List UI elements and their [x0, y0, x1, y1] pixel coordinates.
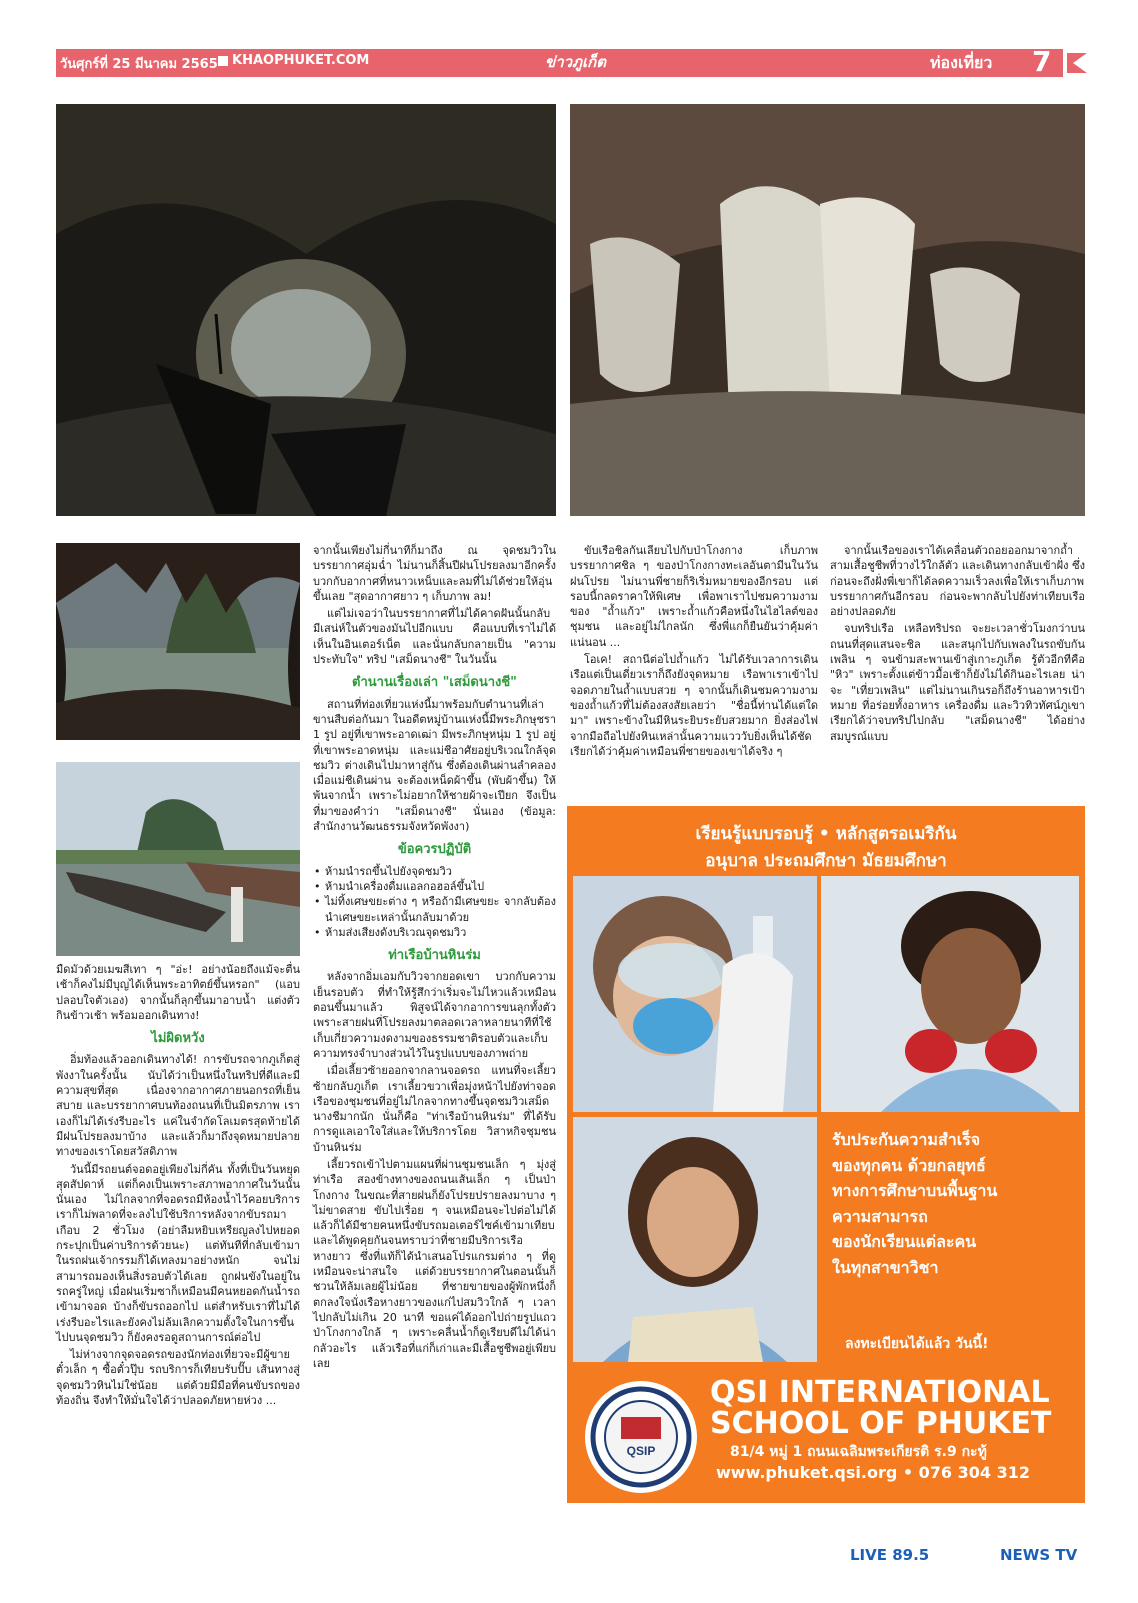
- paragraph: แต่ไม่เจอว่าในบรรยากาศที่ไม่ได้คาดฝันนั้นกลับมีเสน่ห์ในตัวของมันไปอีกแบบ คือแบบที่เราไม่ได้เห็นในอินเตอร์เน็ต และนั่นกลับกลายเป็น "ความประทับใจ" ทริป "เสม็ดนางชี" ในวันนั้น: [313, 607, 556, 667]
- newspaper-logo: ข่าวภูเก็ต: [545, 53, 606, 71]
- article-column-1: [56, 962, 300, 1410]
- school-name-line: SCHOOL OF PHUKET: [710, 1406, 1052, 1441]
- paragraph: เมื่อเลี้ยวซ้ายออกจากลานจอดรถ แทนที่จะเลี้ยวซ้ายกลับภูเก็ต เราเลี้ยวขวาเพื่อมุ่งหน้าไปยังท่าจอดเรือของชุมชนที่อยู่ไม่ไกลจากทางขึ้นจุดชมวิวเสม็ดนางชีมากนัก นั่นก็คือ "ท่าเรือบ้านหินร่ม" ที่ได้รับการดูแลเอาใจใส่และให้บริการโดย วิสาหกิจชุมชน บ้านหินร่ม: [313, 1064, 556, 1154]
- slogan-line: ในทุกสาขาวิชา: [832, 1257, 939, 1277]
- slogan-line: ของทุกคน ด้วยกลยุทธ์: [832, 1155, 986, 1175]
- ad-photo-boy-headphones: [821, 876, 1079, 1112]
- slogan-line: ของนักเรียนแต่ละคน: [832, 1232, 977, 1251]
- article-column-3: [570, 543, 818, 761]
- paragraph: อิ่มท้องแล้วออกเดินทางได้! การขับรถจากภูเก็ตสู่พังงาในครั้งนั้น นับได้ว่าเป็นหนึ่งในทริปที่ดีและมีความสุขที่สุด เนื่องจากอากาศภายนอกรถที่เย็นสบาย และบรรยากาศบนท้องถนนที่เป็นมิตรภาพ เราเองก็ไม่ได้เร่งรีบอะไร แค่ในจำกัดโลเมตรสุดท้ายได้มีฝนโปรยลงมาบ้าง และแล้วก็มาถึงจุดหมายปลายทางของเราโดยสวัสดิภาพ: [56, 1053, 300, 1159]
- slogan-line: ความสามารถ: [832, 1206, 928, 1226]
- ad-photo-science-student: [573, 876, 817, 1112]
- live-radio-logo: LIVE 89.5: [850, 1546, 930, 1564]
- ad-slogan: [832, 1127, 997, 1280]
- photo-sea-view: [56, 543, 300, 740]
- paragraph: โอเค! สถานีต่อไปถ้ำแก้ว ไม่ได้รับเวลาการเดินเรือแต่เป็นเดี่ยวเราก็ถึงยังจุดหมาย เรือพาเราเข้าไปจอดภายในถ้ำแบบสวย ๆ จากนั้นก็เดินชมความงามของถ้ำแก้วที่ไม่ต้องสงสัยเลยว่า "ชื่อนี้ท่านได้แต่ใดมา" เพราะข้างในมีหินระยิบระยับสวยมาก ยิ่งส่องไฟจากมือถือไปยังหินเหล่านั้นความแวววับยิ่งเห็นได้ชัด เรียกได้ว่าคุ้มค่าเหมือนพี่ชายของเขาได้จริง ๆ: [570, 653, 818, 758]
- separator-square-icon: [218, 56, 228, 66]
- ad-photo-girl-reading: [573, 1117, 817, 1362]
- site-url[interactable]: KHAOPHUKET.COM: [232, 53, 370, 68]
- school-name-line: QSI INTERNATIONAL: [710, 1375, 1050, 1410]
- subheading: ไม่ผิดหวัง: [151, 1031, 205, 1047]
- school-address: 81/4 หมู่ 1 ถนนเฉลิมพระเกียรติ ร.9 กะทู้: [730, 1444, 987, 1460]
- subheading: ท่าเรือบ้านหินร่ม: [388, 948, 481, 964]
- list-item: • ไม่ทิ้งเศษขยะต่าง ๆ หรือถ้ามีเศษขยะ จากลับต้องนำเศษขยะเหล่านั้นกลับมาด้วย: [323, 894, 556, 925]
- list-item: • ห้ามนำรถขึ้นไปยังจุดชมวิว: [323, 864, 556, 879]
- slogan-line: รับประกันความสำเร็จ: [832, 1130, 981, 1149]
- issue-date: วันศุกร์ที่ 25 มีนาคม 2565: [60, 57, 218, 72]
- photo-cave-boats: [56, 104, 556, 516]
- paragraph: มืดมัวด้วยเมฆสีเทา ๆ "อ่ะ! อย่างน้อยถึงแม้จะตื่นเช้าก็คงไม่มีบุญได้เห็นพระอาทิตย์ขึ้นหรอก" (แอบปลอบใจตัวเอง) จากนั้นก็ลุกขึ้นมาอาบน้ำ แต่งตัว กินข้าวเช้า พร้อมออกเดินทาง!: [56, 963, 300, 1022]
- school-seal-icon: [583, 1379, 699, 1495]
- rules-list: [313, 864, 556, 940]
- paragraph: ไม่ห่างจากจุดจอดรถของนักท่องเที่ยวจะมีผู้ขายตั๋วเล็ก ๆ ซื้อตั๋วปุ๊บ รถบริการก็เทียบรับปั๊บ เส้นทางสู่จุดชมวิวหินไม่ใช่น้อย แต่ด้วยมีมือที่คนขับรถของท้องถิ่น จึงทำให้มั่นใจได้ว่าปลอดภัยหายห่วง ...: [56, 1348, 300, 1408]
- photo-longtail-boats: [56, 762, 300, 956]
- ad-headline-1: เรียนรู้แบบรอบรู้ • หลักสูตรอเมริกัน: [695, 824, 957, 844]
- paragraph: หลังจากอิ่มเอมกับวิวจากยอดเขา บวกกับความเย็นรอบตัว ที่ทำให้รู้สึกว่าเริ่มจะไม่ไหวแล้วเหมือนตอนขึ้นมาแล้ว พิสูจน์ได้จากอาการขนลุกทั้งตัว เพราะสายฝนที่โปรยลงมาตลอดเวลาหลายนาทีที่ใช้เก็บเกี่ยวความงดงามของธรรมชาติรอบตัวและเก็บความทรงจำบางส่วนไว้ในรูปแบบของภาพถ่าย: [313, 970, 556, 1060]
- article-column-2: [313, 543, 556, 1373]
- school-contact[interactable]: www.phuket.qsi.org • 076 304 312: [716, 1463, 1030, 1482]
- paragraph: ขับเรือชิลกันเลียบไปกับป่าโกงกาง เก็บภาพบรรยากาศชิล ๆ ของป่าโกงกางทะเลอันตามีนในวันฝนโปรย ไม่นานพี่ชายก็ริเริ่มหมายของอีกรอบ แต่รอบนี้กลดราคาให้พิเศษ เพื่อพาเราไปชมความงามของ "ถ้ำแก้ว" เพราะถ้ำแก้วคือหนึ่งในไฮไลต์ของชุมชน และอยู่ไม่ไกลนัก ซึ่งพี่แกก็ยืนยันว่าคุ้มค่าแน่นอน ...: [570, 544, 818, 649]
- slogan-line: ทางการศึกษาบนพื้นฐาน: [832, 1181, 998, 1200]
- list-item: • ห้ามส่งเสียงดังบริเวณจุดชมวิว: [323, 925, 556, 940]
- school-name: [710, 1377, 1051, 1439]
- paragraph: วันนี้มีรถยนต์จอดอยู่เพียงไม่กี่คัน ทั้งที่เป็นวันหยุดสุดสัปดาห์ แต่ก็คงเป็นเพราะสภาพอากาศในวันนั้นนั่นเอง ไม่ไกลจากที่จอดรถมีห้องน้ำไว้คอยบริการ เราก็ไม่พลาดที่จะลงไปใช้บริการหลังจากขับรถมาเกือบ 2 ชั่วโมง (อย่าลืมหยิบเหรียญลงไปหยอดกระปุกเป็นค่าบริการด้วยนะ) แต่ทันทีที่กลับเข้ามาในรถฝนเจ้ากรรมก็ได้เทลงมาอย่างหนัก จนไม่สามารถมองเห็นสิ่งรอบตัวได้เลย ถูกฝนขังในอยู่ในรถครู่ใหญ่ เมื่อฝนเริ่มซาก็เหมือนมีคนหยอดกันน้ำรถเข้ามาจอด บ้างก็ขับรถออกไป แต่สำหรับเราที่ไม่ได้เร่งรีบอะไรและยังคงไม่ล้มเลิกความตั้งใจในการขึ้นไปบนจุดชมวิว ก็ยังคงรอดูสถานการณ์ต่อไป: [56, 1162, 300, 1344]
- subheading: ตำนานเรื่องเล่า "เสม็ดนางชี": [352, 675, 517, 691]
- list-item: • ห้ามนำเครื่องดื่มแอลกอฮอล์ขึ้นไป: [323, 879, 556, 894]
- paragraph: จบทริปเรือ เหลือทริปรถ จะยะเวลาชั่วโมงกว่าบนถนนที่สุดแสนจะชิล และสนุกไปกับเพลงในรถขับกันเพลิน ๆ จนข้ามสะพานเข้าสู่เกาะภูเก็ต รู้ตัวอีกทีคือ "หิว" เพราะตั้งแต่ข้าวมื้อเช้าก็ยังไม่ได้กินอะไรเลย น่าจะ "เที่ยวเพลิน" แต่ไม่นานเกินรอก็ถึงร้านอาหารเป้าหมาย ที่อร่อยทั้งอาหาร เครื่องดื่ม และวิวทิวทัศน์ภูเขา เรียกได้ว่าจบทริปไปกลับ "เสม็ดนางชี" ได้อย่างสมบูรณ์แบบ: [830, 622, 1085, 743]
- ad-headline-2: อนุบาล ประถมศึกษา มัธยมศึกษา: [705, 851, 947, 871]
- article-column-4: [830, 543, 1085, 746]
- photo-crystal-cave: [570, 104, 1085, 516]
- subheading: ข้อควรปฏิบัติ: [397, 842, 472, 858]
- paragraph: จากนั้นเพียงไม่กี่นาทีก็มาถึง ณ จุดชมวิวในบรรยากาศอุ่มฉ่ำ ไม่นานก็สิ้นปีฝนโปรยลงมาอีกครั้ง บวกกับอากาศที่หนาวเหน็บและลมที่ไม่ได้ช่วยให้อุ่นขึ้นเลย "สุดอากาศยาว ๆ เก็บภาพ ลม!: [313, 544, 556, 603]
- register-now-text[interactable]: ลงทะเบียนได้แล้ว วันนี้!: [845, 1336, 989, 1352]
- seal-text: QSIP: [626, 1444, 656, 1458]
- page-number: 7: [1032, 45, 1052, 78]
- paragraph: สถานที่ท่องเที่ยวแห่งนี้มาพร้อมกับตำนานที่เล่าขานสืบต่อกันมา ในอดีตหมู่บ้านแห่งนี้มีพระภิกษุชรา 1 รูป อยู่ที่เขาพระอาดเฒ่า มีพระภิกษุหนุ่ม 1 รูป อยู่ที่เขาพระอาดหนุ่ม และแม่ชีอาศัยอยู่บริเวณใกล้จุดชมวิว ต่างเดินไปมาหาสู่กัน ซึ่งต้องเดินผ่านลำคลอง เมื่อแม่ชีเดินผ่าน จะต้องเหน็ดผ้าขึ้น (พับผ้าขึ้น) ให้พ้นจากน้ำ เพราะไม่อยากให้ชายผ้าจะเปียก จึงเป็นที่มาของคำว่า "เสม็ดนางชี" นั่นเอง (ข้อมูล: สำนักงานวัฒนธรรมจังหวัดพังงา): [313, 697, 556, 834]
- news-tv-logo: NEWS TV: [1000, 1546, 1078, 1564]
- paragraph: จากนั้นเรือของเราได้เคลื่อนตัวถอยออกมาจากถ้ำ สามเสื้อชูชีพที่วางไว้ใกล้ตัว และเดินทางกลับเข้าฝั่ง ซึ่งก่อนจะถึงฝั่งพี่เขาก็ได้ลดความเร็วลงเพื่อให้เราเก็บภาพบรรยากาศกันอีกรอบ ก่อนจะพากลับไปยังท่าเทียบเรืออย่างปลอดภัย: [830, 544, 1085, 619]
- paragraph: เลี้ยวรถเข้าไปตามแผนที่ผ่านชุมชนเล็ก ๆ มุ่งสู่ท่าเรือ สองข้างทางของถนนเส้นเล็ก ๆ เป็นป่าโกงกาง ในขณะที่สายฝนก็ยังโปรยปรายลงมาบาง ๆ ไม่ขาดสาย ขับไปเรื่อย ๆ จนเหมือนจะไปต่อไม่ได้ แล้วก็ได้มีชายคนหนึ่งขับรถมอเตอร์ไซค์เข้ามาเทียบ และได้พูดคุยกันจนทราบว่าที่ชายมีบริการเรือหางยาว ซึ่งที่แท้ก็ได้นำเสนอโปรแกรมต่าง ๆ ที่ดูเหมือนจะน่าสนใจ แต่ด้วยบรรยากาศในตอนนั้นก็ชวนให้ล้มเลยผู้ไม่น้อย ที่ชายขายของผู้พักหนึ่งก็ตกลงใจนั่งเรือหางยาวของแก่ไปสมวิวใกล้ ๆ เวลาไปกลับไม่เกิน 20 นาที ขอแค่ได้ออกไปถ่ายรูปแถวป่าโกงกางใกล้ ๆ เพราะคลื่นน้ำก็ดูเรียบดีไม่ได้น่ากลัวอะไร แล้วเรือที่แก่ก็เก่าและมีเสื้อชูชีพอยู่เพียบเลย: [313, 1157, 556, 1370]
- corner-logo-icon: [1063, 49, 1091, 77]
- section-title: ท่องเที่ยว: [930, 53, 993, 72]
